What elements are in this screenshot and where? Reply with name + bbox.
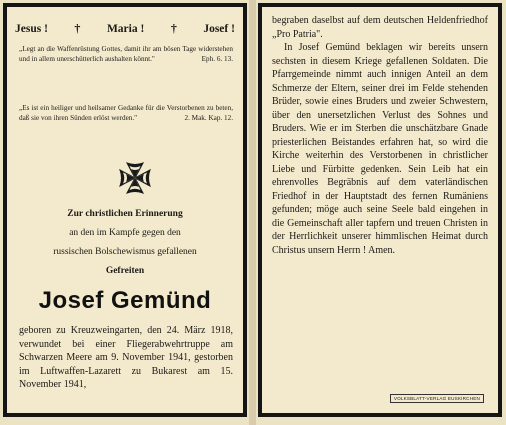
biography-text: geboren zu Kreuzweingarten, den 24. März 1918, verwundet bei einer Fliegerabwehrtruppe am Schwarzen Meere am 9. November 1941, gestorben im Luftwaffen-Lazarett zu Bukarest am 15. November 1941,	[19, 325, 233, 391]
quote-maccabees	[19, 103, 233, 123]
cross-icon: †	[170, 21, 177, 35]
memorial-body	[272, 14, 488, 257]
card-front-panel	[3, 3, 247, 417]
fold-gutter	[249, 0, 256, 425]
memorial-heading: Zur christlichen Erinnerung	[67, 209, 183, 219]
quote-text: „Legt an die Waffenrüstung Gottes, damit ihr am bösen Tage widerstehen und in allem unerschütterlich aushalten könnt."	[19, 45, 233, 63]
quote-reference: Eph. 6. 13.	[201, 55, 233, 63]
burial-paragraph: begraben daselbst auf dem deutschen Heldenfriedhof „Pro Patria".	[272, 15, 488, 40]
memorial-line-2: an den im Kampfe gegen den	[69, 228, 181, 238]
deceased-name: Josef Gemünd	[38, 287, 212, 314]
card-back-panel	[258, 3, 502, 417]
header-josef: Josef !	[203, 22, 235, 35]
lament-paragraph: In Josef Gemünd beklagen wir bereits unsern sechsten in diesem Kriege gefallenen Soldaten. Die Pfarrgemeinde nimmt auch innigen Anteil an dem Schmerze der Eltern, seiner drei im Felde stehenden Brüder, sowie eines Bruders und zweier Schwestern, über den unersetzlichen Verlust des Sohnes und Bruders. Wie er im Sterben die unschätzbare Gnade priesterlichen Beistandes erfahren hat, so wird die Kirche weiterhin des Verstorbenen in christlicher Liebe und Fürbitte gedenken. Sein Leib hat ein ehrenvolles Begräbnis auf dem vaterländischen Friedhof in der Hauptstadt des fernen Rumäniens gefunden; möge auch seine Seele bald eingehen in die Gemeinschaft aller tapfern und treuen Christen in der Herrlichkeit unserer himmlischen Heimat durch Christus unsern Herrn ! Amen.	[272, 42, 488, 256]
header-invocation	[15, 21, 235, 36]
memorial-line-3: russischen Bolschewismus gefallenen	[53, 247, 197, 257]
memorial-rank: Gefreiten	[105, 266, 145, 276]
iron-cross-icon	[118, 161, 152, 195]
quote-reference: 2. Mak. Kap. 12.	[184, 114, 233, 122]
cross-icon: †	[74, 21, 81, 35]
header-maria: Maria !	[106, 22, 145, 35]
publisher-imprint: VOLKSBLATT-VERLAG EUSKIRCHEN	[390, 394, 484, 403]
quote-text: „Es ist ein heiliger und heilsamer Gedanke für die Verstorbenen zu beten, daß sie von ihren Sünden erlöst werden."	[19, 104, 233, 122]
quote-ephesians	[19, 44, 233, 64]
header-jesus: Jesus !	[15, 22, 48, 35]
